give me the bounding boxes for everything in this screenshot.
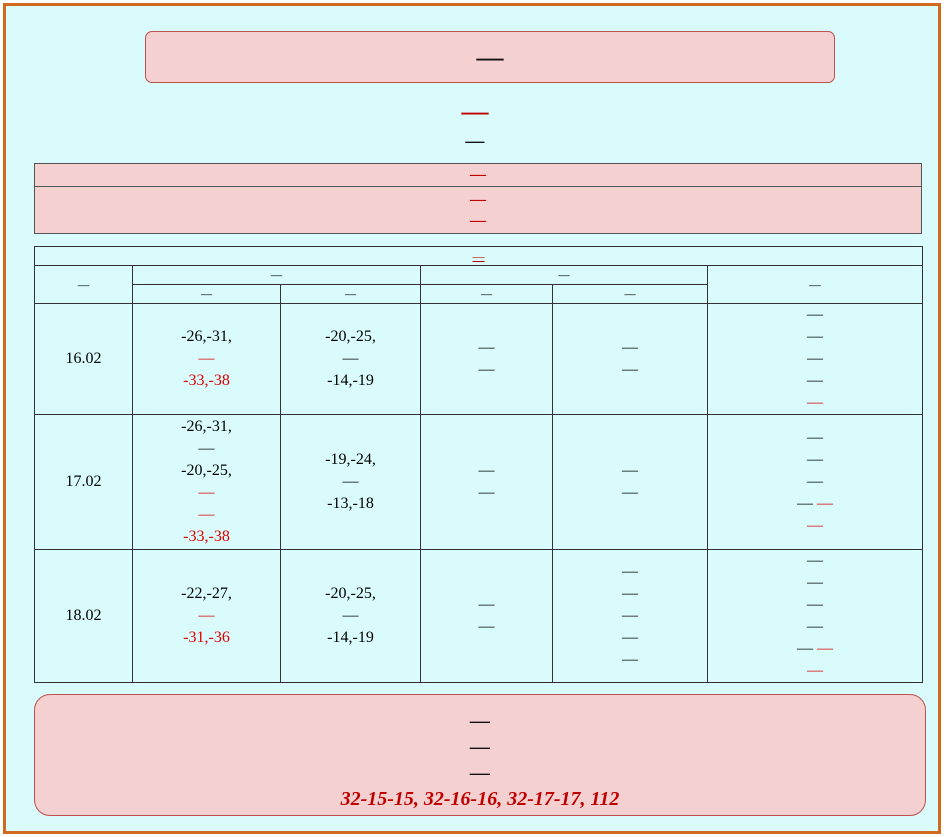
cell-text: — — [807, 596, 824, 613]
cell-line — [553, 337, 707, 359]
cell-line — [421, 359, 552, 381]
date-cell: 18.02 — [35, 550, 133, 683]
wind-direction-cell — [421, 550, 553, 683]
phone-numbers: 32-15-15, 32-16-16, 32-17-17, 112 — [340, 788, 620, 810]
day-column-header: — — [281, 285, 421, 304]
table-row — [35, 550, 923, 683]
cell-text: -13,-18 — [327, 495, 374, 512]
hazard-warning-body — [35, 187, 921, 233]
cell-text: — — [807, 517, 824, 534]
cell-line — [708, 515, 922, 537]
cell-line — [553, 561, 707, 583]
hazard-warning-header: — — [35, 164, 921, 187]
cell-text: — — [807, 394, 824, 411]
cell-text: — — [622, 607, 638, 624]
cell-text: — — [807, 473, 824, 490]
table-row — [35, 415, 923, 550]
hazard-warning-line: — — [470, 191, 486, 208]
forecast-title: — — [461, 96, 489, 126]
cell-text: — — [622, 339, 638, 356]
cell-line — [708, 471, 922, 493]
cell-line — [421, 337, 552, 359]
cell-text: — — [342, 473, 359, 490]
contact-line: — — [470, 762, 490, 784]
cell-text: -26,-31, — [181, 328, 232, 345]
cell-line — [421, 594, 552, 616]
cell-text: -20,-25, — [325, 585, 376, 602]
attention-banner — [145, 31, 835, 83]
wind-direction-cell — [421, 415, 553, 550]
cell-line — [421, 460, 552, 482]
cell-text: — — [342, 350, 359, 367]
contact-box — [34, 694, 926, 816]
cell-text: — — [198, 607, 215, 624]
cell-line — [708, 638, 922, 660]
cell-text: — — [622, 361, 638, 378]
cell-text: -14,-19 — [327, 372, 374, 389]
contact-line: — — [470, 736, 490, 758]
cell-text: — — [198, 506, 215, 523]
cell-text: -33,-38 — [183, 528, 230, 545]
cell-text: — — [622, 462, 638, 479]
cell-text: — — [478, 462, 495, 479]
cell-line — [553, 627, 707, 649]
cell-line — [133, 605, 280, 627]
date-cell: 17.02 — [35, 415, 133, 550]
hazard-warning-line: — — [470, 212, 486, 229]
cell-line — [708, 449, 922, 471]
cell-line — [281, 627, 420, 649]
cell-line — [708, 616, 922, 638]
cell-line — [133, 460, 280, 482]
cell-line — [553, 605, 707, 627]
cell-text: — — [797, 640, 814, 657]
wind-speed-cell — [553, 415, 708, 550]
cell-text: — — [807, 451, 824, 468]
cell-line — [281, 493, 420, 515]
date-column-header: — — [35, 266, 133, 304]
cell-line — [133, 504, 280, 526]
wind-speed-cell — [553, 550, 708, 683]
attention-text: — — [476, 41, 504, 72]
cell-line — [553, 482, 707, 504]
contact-line: — — [470, 710, 490, 732]
cell-line — [708, 594, 922, 616]
cell-text: — — [198, 440, 215, 457]
cell-text: — — [807, 328, 824, 345]
cell-line — [421, 616, 552, 638]
cell-line — [708, 550, 922, 572]
night-temp-cell — [133, 304, 281, 415]
cell-line — [708, 493, 922, 515]
night-temp-cell — [133, 550, 281, 683]
phenomena-cell — [708, 550, 923, 683]
date-cell: 16.02 — [35, 304, 133, 415]
day-temp-cell — [281, 304, 421, 415]
cell-line — [553, 359, 707, 381]
cell-text: -26,-31, — [181, 418, 232, 435]
cell-line — [708, 304, 922, 326]
cell-line — [421, 482, 552, 504]
cell-line — [553, 583, 707, 605]
cell-text: -20,-25, — [325, 328, 376, 345]
cell-text: — — [198, 484, 215, 501]
cell-text: — — [478, 484, 495, 501]
cell-text: — — [478, 596, 495, 613]
cell-text: — — [622, 563, 638, 580]
cell-line — [133, 348, 280, 370]
cell-text: — — [807, 552, 824, 569]
cell-line — [708, 660, 922, 682]
cell-text: -19,-24, — [325, 451, 376, 468]
cell-line — [553, 649, 707, 671]
table-row — [35, 304, 923, 415]
cell-line — [133, 482, 280, 504]
phenomena-cell — [708, 304, 923, 415]
cell-text: — — [807, 429, 824, 446]
cell-line — [133, 370, 280, 392]
notice-frame — [3, 3, 941, 834]
cell-line — [133, 438, 280, 460]
cell-text: — — [807, 306, 824, 323]
wind-speed-cell — [553, 304, 708, 415]
cell-text: — — [807, 372, 824, 389]
cell-line — [281, 326, 420, 348]
night-column-header: — — [133, 285, 281, 304]
cell-line — [281, 370, 420, 392]
cell-text: -31,-36 — [183, 629, 230, 646]
cell-line — [133, 416, 280, 438]
phenomena-column-header: — — [708, 266, 923, 304]
cell-line — [281, 605, 420, 627]
day-temp-cell — [281, 415, 421, 550]
cell-text: -22,-27, — [181, 585, 232, 602]
cell-text: -14,-19 — [327, 629, 374, 646]
cell-line — [708, 572, 922, 594]
cell-line — [708, 392, 922, 414]
source-line: — — [465, 131, 485, 152]
cell-text: — — [198, 350, 215, 367]
cell-line — [708, 370, 922, 392]
region-header: — — [35, 247, 923, 266]
cell-text: — — [807, 618, 824, 635]
temperature-column-header: — — [133, 266, 421, 285]
cell-line — [133, 326, 280, 348]
phenomena-cell — [708, 415, 923, 550]
cell-text: — — [807, 662, 824, 679]
cell-text: — — [807, 574, 824, 591]
cell-text: — — [478, 339, 495, 356]
cell-text: — — [622, 651, 638, 668]
night-temp-cell — [133, 415, 281, 550]
cell-text: — — [622, 585, 638, 602]
cell-line — [281, 583, 420, 605]
cell-line — [708, 326, 922, 348]
cell-text: — — [478, 618, 495, 635]
cell-text: -20,-25, — [181, 462, 232, 479]
cell-line — [281, 471, 420, 493]
cell-text: — — [622, 629, 638, 646]
wind-column-header: — — [421, 266, 708, 285]
cell-line — [553, 460, 707, 482]
wind-direction-cell — [421, 304, 553, 415]
forecast-table — [34, 246, 923, 683]
cell-text: — — [817, 640, 834, 657]
cell-text: — — [622, 484, 638, 501]
cell-line — [708, 427, 922, 449]
hazard-warning-box — [34, 163, 922, 234]
day-temp-cell — [281, 550, 421, 683]
speed-column-header: — — [553, 285, 708, 304]
cell-line — [281, 348, 420, 370]
cell-text: — — [817, 495, 834, 512]
cell-line — [281, 449, 420, 471]
cell-text: -33,-38 — [183, 372, 230, 389]
cell-line — [133, 583, 280, 605]
direction-column-header: — — [421, 285, 553, 304]
cell-text: — — [807, 350, 824, 367]
cell-text: — — [342, 607, 359, 624]
cell-text: — — [478, 361, 495, 378]
cell-text: — — [797, 495, 814, 512]
cell-line — [133, 526, 280, 548]
cell-line — [708, 348, 922, 370]
cell-line — [133, 627, 280, 649]
